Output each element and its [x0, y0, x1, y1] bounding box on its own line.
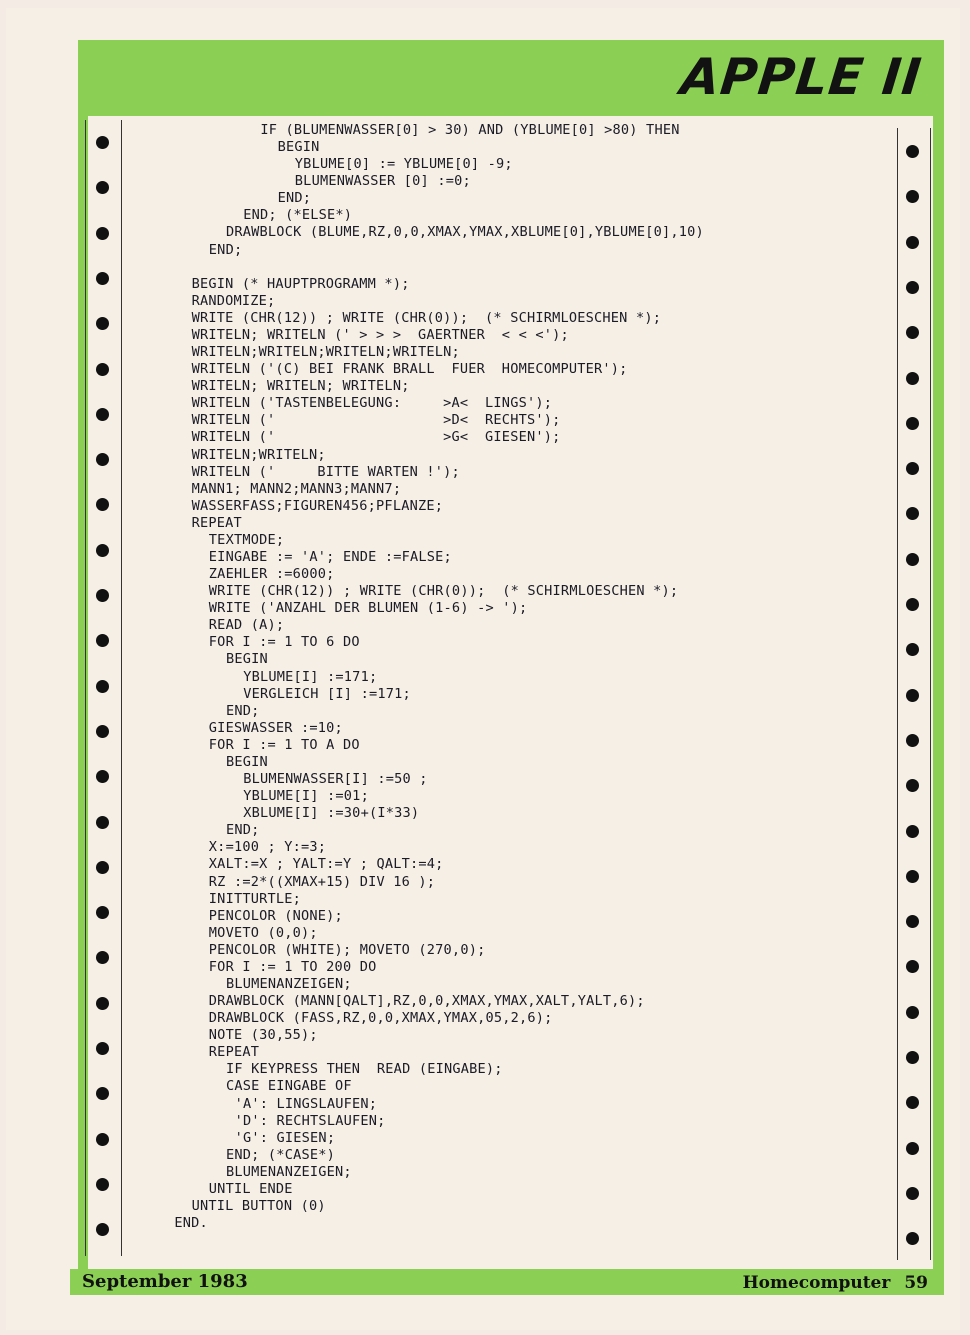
code-line: NOTE (30,55);	[208, 1027, 318, 1044]
feed-hole	[906, 1006, 919, 1019]
code-line: WRITE (CHR(12)) ; WRITE (CHR(0)); (* SCHIRMLOESCHEN *);	[208, 583, 679, 600]
code-line: DRAWBLOCK (FASS,RZ,0,0,XMAX,YMAX,05,2,6);	[208, 1010, 553, 1027]
feed-hole	[96, 453, 109, 466]
feed-hole	[906, 734, 919, 747]
right-margin-strip	[933, 116, 944, 1269]
feed-hole	[906, 870, 919, 883]
code-line: REPEAT	[191, 514, 242, 531]
feed-hole	[96, 725, 109, 738]
code-line: PENCOLOR (NONE);	[208, 907, 343, 924]
code-line: DRAWBLOCK (BLUME,RZ,0,0,XMAX,YMAX,XBLUME[0],YBLUME[0],10)	[226, 224, 704, 241]
feed-hole	[96, 680, 109, 693]
feed-hole	[96, 861, 109, 874]
feed-hole	[906, 1187, 919, 1200]
feed-hole	[96, 136, 109, 149]
code-line: INITTURTLE;	[208, 890, 302, 907]
code-line: PENCOLOR (WHITE); MOVETO (270,0);	[208, 941, 486, 958]
code-line: WRITELN; WRITELN; WRITELN;	[191, 378, 410, 395]
code-line: XBLUME[I] :=30+(I*33)	[243, 805, 420, 822]
feed-hole	[96, 227, 109, 240]
code-line: WRITELN; WRITELN (' > > > GAERTNER < < <');	[191, 326, 569, 343]
feed-hole	[906, 372, 919, 385]
code-line: WRITELN ('TASTENBELEGUNG: >A< LINGS');	[191, 395, 553, 412]
feed-hole	[906, 825, 919, 838]
left-tear-line	[85, 120, 86, 1256]
left-tear-line-inner	[121, 120, 122, 1256]
feed-hole	[906, 915, 919, 928]
code-line: REPEAT	[208, 1044, 260, 1061]
footer-band	[70, 1269, 944, 1295]
code-line: TEXTMODE;	[208, 531, 285, 548]
code-line: FOR I := 1 TO 6 DO	[208, 634, 360, 651]
code-line: END;	[208, 241, 243, 258]
feed-hole	[906, 236, 919, 249]
code-line: MANN1; MANN2;MANN3;MANN7;	[191, 480, 402, 497]
code-line: FOR I := 1 TO 200 DO	[208, 958, 377, 975]
feed-hole	[96, 544, 109, 557]
page-number: 59	[904, 1273, 928, 1293]
feed-hole	[96, 906, 109, 919]
feed-hole	[906, 689, 919, 702]
program-listing	[140, 122, 900, 1257]
issue-date: September 1983	[82, 1271, 248, 1292]
feed-hole	[906, 598, 919, 611]
left-margin-strip	[78, 116, 88, 1269]
code-line: END;	[277, 190, 312, 207]
brand-title: APPLE II	[678, 48, 926, 106]
code-line: WRITELN (' >G< GIESEN');	[191, 429, 561, 446]
code-line: YBLUME[I] :=01;	[243, 788, 369, 805]
code-line: END; (*CASE*)	[226, 1146, 335, 1163]
feed-hole	[96, 272, 109, 285]
right-tear-line	[930, 128, 931, 1260]
code-line: IF (BLUMENWASSER[0] > 30) AND (YBLUME[0] >80) THEN	[260, 122, 680, 138]
code-line: WRITELN;WRITELN;WRITELN;WRITELN;	[191, 344, 460, 361]
feed-hole	[906, 145, 919, 158]
code-line: GIESWASSER :=10;	[208, 719, 343, 736]
feed-hole	[906, 1051, 919, 1064]
feed-hole	[906, 417, 919, 430]
code-line: WASSERFASS;FIGUREN456;PFLANZE;	[191, 497, 444, 514]
code-line: DRAWBLOCK (MANN[QALT],RZ,0,0,XMAX,YMAX,XALT,YALT,6);	[208, 993, 645, 1010]
feed-hole	[96, 997, 109, 1010]
code-line: BLUMENANZEIGEN;	[226, 976, 352, 992]
code-line: VERGLEICH [I] :=171;	[243, 685, 411, 702]
code-line: ZAEHLER :=6000;	[208, 566, 335, 583]
code-line: WRITE ('ANZAHL DER BLUMEN (1-6) -> ');	[208, 600, 528, 617]
code-line: END.	[174, 1215, 208, 1232]
code-line: XALT:=X ; YALT:=Y ; QALT:=4;	[208, 856, 444, 873]
feed-hole	[906, 462, 919, 475]
code-line: BLUMENANZEIGEN;	[226, 1163, 352, 1180]
feed-hole	[96, 589, 109, 602]
code-line: WRITELN (' BITTE WARTEN !');	[191, 463, 460, 480]
feed-hole	[96, 1178, 109, 1191]
code-line: MOVETO (0,0);	[208, 924, 318, 941]
code-line: WRITELN ('(C) BEI FRANK BRALL FUER HOMECOMPUTER');	[191, 361, 628, 378]
code-line: BLUMENWASSER[I] :=50 ;	[243, 771, 428, 788]
feed-hole	[96, 1042, 109, 1055]
code-line: EINGABE := 'A'; ENDE :=FALSE;	[208, 549, 452, 565]
code-line: END;	[226, 702, 260, 719]
code-line: END; (*ELSE*)	[243, 207, 353, 224]
code-line: UNTIL ENDE	[208, 1180, 293, 1197]
feed-hole	[96, 363, 109, 376]
header-band	[78, 40, 944, 116]
feed-hole	[96, 1133, 109, 1146]
code-line: 'G': GIESEN;	[234, 1129, 336, 1146]
code-line: CASE EINGABE OF	[226, 1078, 352, 1095]
code-line: BEGIN	[277, 139, 320, 156]
feed-hole	[906, 1142, 919, 1155]
code-line: FOR I := 1 TO A DO	[208, 736, 360, 753]
code-line: RZ :=2*((XMAX+15) DIV 16 );	[208, 873, 436, 890]
code-line: BEGIN (* HAUPTPROGRAMM *);	[191, 275, 410, 292]
code-line: WRITELN (' >D< RECHTS');	[191, 412, 561, 429]
code-line: YBLUME[0] := YBLUME[0] -9;	[294, 156, 513, 173]
code-line: 'A': LINGSLAUFEN;	[234, 1095, 378, 1112]
code-line: WRITELN;WRITELN;	[191, 446, 326, 463]
code-line: YBLUME[I] :=171;	[243, 668, 378, 685]
code-line: BEGIN	[226, 753, 268, 770]
code-line: BEGIN	[226, 651, 268, 668]
code-line: UNTIL BUTTON (0)	[191, 1198, 326, 1215]
code-line: IF KEYPRESS THEN READ (EINGABE);	[226, 1061, 503, 1078]
code-line: 'D': RECHTSLAUFEN;	[234, 1112, 386, 1129]
feed-hole	[96, 408, 109, 421]
code-line: BLUMENWASSER [0] :=0;	[294, 173, 471, 190]
code-line: WRITE (CHR(12)) ; WRITE (CHR(0)); (* SCHIRMLOESCHEN *);	[191, 309, 662, 326]
code-line: X:=100 ; Y:=3;	[208, 839, 327, 856]
code-line: END;	[226, 822, 260, 839]
magazine-name: Homecomputer	[742, 1273, 891, 1293]
feed-hole	[906, 553, 919, 566]
code-line: RANDOMIZE;	[191, 292, 276, 309]
feed-hole	[906, 281, 919, 294]
code-line: READ (A);	[208, 617, 285, 634]
feed-hole	[96, 816, 109, 829]
footer-right	[729, 1273, 928, 1293]
